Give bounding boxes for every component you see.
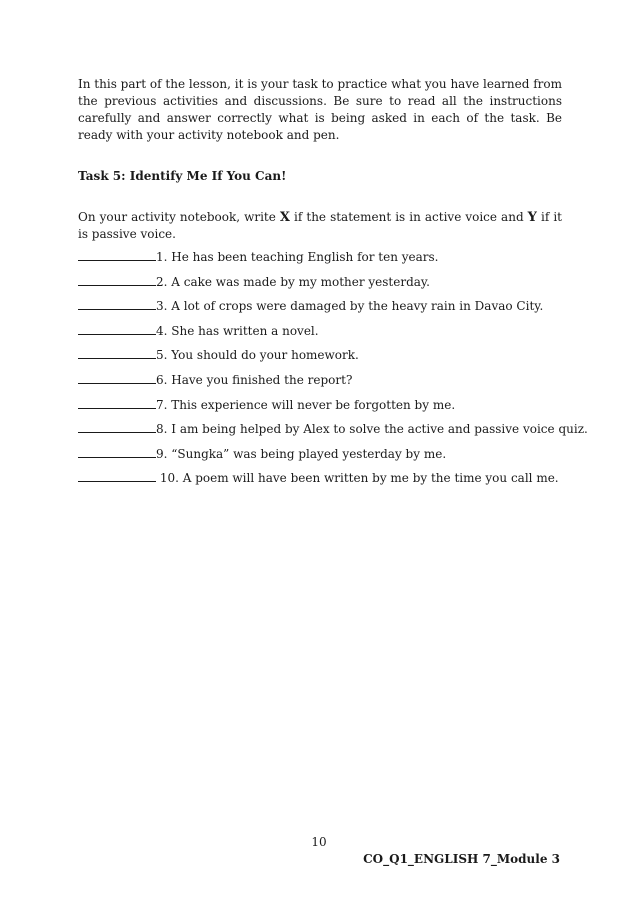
page-number: 10 [311,835,327,849]
task-items-list [78,249,588,495]
item-text: 9. “Sungka” was being played yesterday by me. [156,446,447,461]
answer-blank [78,372,156,384]
item-text: 10. A poem will have been written by me by the time you call me. [156,471,559,486]
task-item [78,397,562,422]
item-text: 1. He has been teaching English for ten years. [156,250,439,264]
intro-paragraph: In this part of the lesson, it is your task to practice what you have learned from the previous activities and discussions. Be sure to read all the instructions carefully and answer correctly what is being asked in each of the task. Be ready with your activity notebook and pen. [78,77,562,142]
answer-blank [78,274,156,286]
task-item [78,298,562,323]
module-code: CO_Q1_ENGLISH 7_Module 3 [363,852,560,866]
active-voice-letter: X [279,210,290,225]
task-item [78,446,562,471]
answer-blank [78,249,156,261]
item-text: 6. Have you finished the report? [156,372,353,387]
item-text: 4. She has written a novel. [156,323,319,338]
item-text: 7. This experience will never be forgotten by me. [156,397,456,412]
item-text: 5. You should do your homework. [156,348,359,363]
task-item [78,470,562,495]
document-page [78,76,588,495]
instruction-part-2: if the statement is in active voice and [290,210,528,224]
answer-blank [78,298,156,310]
instruction-part-1: On your activity notebook, write [78,210,280,224]
task-item [78,249,562,274]
item-text: 8. I am being helped by Alex to solve the active and passive voice quiz. [156,422,588,437]
answer-blank [78,446,156,458]
task-title: Task 5: Identify Me If You Can! [78,169,287,183]
task-item [78,372,562,397]
item-text: 3. A lot of crops were damaged by the heavy rain in Davao City. [156,299,544,314]
passive-voice-letter: Y [527,210,537,225]
task-item [78,323,562,348]
answer-blank [78,347,156,359]
answer-blank [78,421,156,433]
item-text: 2. A cake was made by my mother yesterday. [156,274,430,289]
instruction-part-3: if it is passive voice. [78,210,562,241]
task-instruction [78,209,562,243]
task-item [78,347,562,372]
answer-blank [78,470,156,482]
task-item [78,274,562,299]
answer-blank [78,397,156,409]
task-item [78,421,588,446]
answer-blank [78,323,156,335]
